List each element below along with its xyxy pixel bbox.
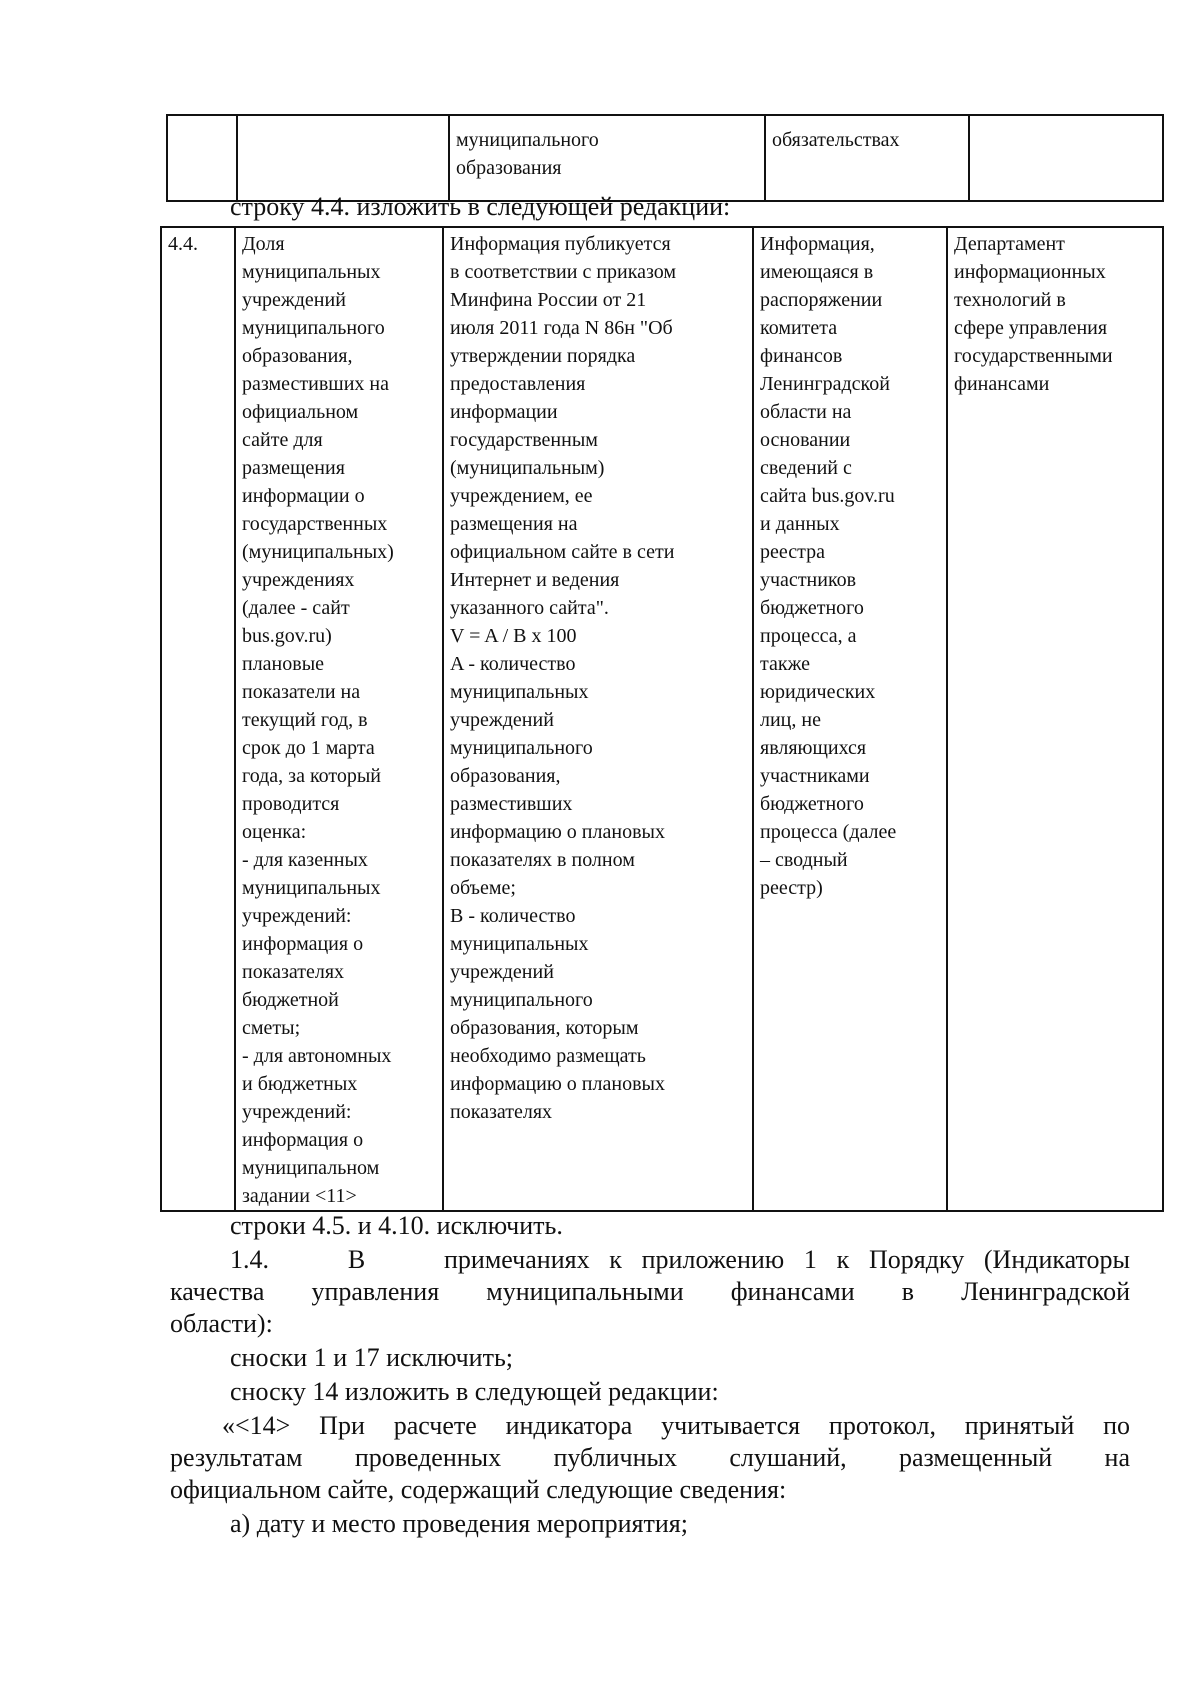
- cell-text-line: – сводный: [760, 849, 848, 871]
- cell-text-line: муниципальном: [242, 1157, 380, 1179]
- cell-text-line: государственных: [242, 513, 388, 535]
- cell-text-line: сведений с: [760, 457, 852, 479]
- cell-text-line: - для автономных: [242, 1045, 392, 1067]
- cell-text-line: муниципальных: [450, 933, 589, 955]
- table-cell-name: [237, 115, 449, 201]
- cell-text-line: бюджетного: [760, 793, 864, 815]
- cell-text-line: сайта bus.gov.ru: [760, 485, 895, 507]
- cell-text-line: образования,: [450, 765, 561, 787]
- cell-text-line: информацию о плановых: [450, 821, 665, 843]
- cell-text-line: сметы;: [242, 1017, 301, 1039]
- paragraph-notes-line1: 1.4. В примечаниях к приложению 1 к Порядку (Индикаторы: [230, 1245, 1130, 1274]
- cell-text-line: информация о: [242, 933, 364, 955]
- cell-text-line: показателях в полном: [450, 849, 635, 871]
- paragraph-footnote-14-intro: сноску 14 изложить в следующей редакции:: [230, 1377, 719, 1406]
- cell-text-line: образования, которым: [450, 1017, 639, 1039]
- cell-text-line: муниципального: [450, 989, 593, 1011]
- table-cell-number: [167, 115, 237, 201]
- cell-text-line: учреждений:: [242, 1101, 352, 1123]
- cell-text-line: - для казенных: [242, 849, 368, 871]
- cell-text-line: информации: [450, 401, 558, 423]
- cell-text-line: технологий в: [954, 289, 1066, 311]
- cell-text-line: обязательствах: [772, 129, 900, 151]
- cell-text-line: Информация публикуется: [450, 233, 671, 255]
- cell-text-line: основании: [760, 429, 851, 451]
- cell-text-line: необходимо размещать: [450, 1045, 646, 1067]
- cell-text-line: B - количество: [450, 905, 576, 927]
- table-continuation: [166, 114, 1164, 202]
- cell-text-line: показателях: [242, 961, 345, 983]
- cell-text-line: (муниципальных): [242, 541, 394, 563]
- cell-text-line: официальном: [242, 401, 359, 423]
- cell-text-line: Минфина России от 21: [450, 289, 647, 311]
- cell-text-line: Информация,: [760, 233, 875, 255]
- cell-text-line: V = A / B x 100: [450, 625, 577, 647]
- cell-text-line: муниципального: [456, 129, 599, 151]
- cell-text-line: сайте для: [242, 429, 323, 451]
- table-cell-number: 4.4.: [161, 227, 235, 1211]
- cell-text-line: объеме;: [450, 877, 516, 899]
- cell-text-line: имеющаяся в: [760, 261, 874, 283]
- cell-text-line: размещения: [242, 457, 345, 479]
- cell-text-line: в соответствии с приказом: [450, 261, 677, 283]
- cell-text-line: плановые: [242, 653, 325, 675]
- cell-text-line: учреждений: [450, 961, 554, 983]
- cell-text-line: муниципального: [450, 737, 593, 759]
- paragraph-footnote-14-line2: результатам проведенных публичных слушаний, размещенный на: [170, 1443, 1130, 1472]
- cell-text-line: Доля: [242, 233, 285, 255]
- cell-text-line: предоставления: [450, 373, 586, 395]
- cell-text-line: разместивших на: [242, 373, 389, 395]
- cell-text-line: государственными: [954, 345, 1113, 367]
- table-cell-indicator-name: [235, 227, 443, 1211]
- cell-text-line: области на: [760, 401, 852, 423]
- cell-text-line: (далее - сайт: [242, 597, 350, 619]
- cell-text-line: информации о: [242, 485, 365, 507]
- cell-text-line: бюджетной: [242, 989, 339, 1011]
- paragraph-item-a: а) дату и место проведения мероприятия;: [230, 1509, 688, 1538]
- table-cell-responsible: [969, 115, 1163, 201]
- cell-text-line: муниципальных: [450, 681, 589, 703]
- cell-text-line: bus.gov.ru): [242, 625, 332, 647]
- cell-text-line: юридических: [760, 681, 876, 703]
- table-row: [167, 115, 1163, 201]
- cell-text-line: Департамент: [954, 233, 1065, 255]
- cell-text-line: года, за который: [242, 765, 382, 787]
- cell-text-line: Ленинградской: [760, 373, 890, 395]
- cell-text-line: финансов: [760, 345, 843, 367]
- cell-text-line: реестра: [760, 541, 825, 563]
- cell-text-line: учреждением, ее: [450, 485, 593, 507]
- paragraph-footnotes-exclude: сноски 1 и 17 исключить;: [230, 1343, 514, 1372]
- amendment-caption: строку 4.4. изложить в следующей редакции:: [230, 192, 731, 221]
- table-row: [161, 227, 1163, 1211]
- cell-text-line: информационных: [954, 261, 1106, 283]
- paragraph-notes-line3: области):: [170, 1309, 273, 1338]
- cell-text-line: сфере управления: [954, 317, 1108, 339]
- cell-text-line: учреждений:: [242, 905, 352, 927]
- cell-text-line: (муниципальным): [450, 457, 605, 479]
- cell-text-line: оценка:: [242, 821, 307, 843]
- cell-text-line: информацию о плановых: [450, 1073, 665, 1095]
- cell-text-line: A - количество: [450, 653, 576, 675]
- cell-text-line: комитета: [760, 317, 838, 339]
- cell-text-line: разместивших: [450, 793, 573, 815]
- table-cell-data-source: [753, 227, 947, 1211]
- cell-text-line: учреждений: [450, 709, 554, 731]
- cell-text-line: бюджетного: [760, 597, 864, 619]
- cell-text-line: указанного сайта".: [450, 597, 609, 619]
- cell-text-line: срок до 1 марта: [242, 737, 375, 759]
- paragraph-exclude-rows: строки 4.5. и 4.10. исключить.: [230, 1211, 563, 1240]
- cell-text-line: участников: [760, 569, 857, 591]
- cell-text-line: участниками: [760, 765, 870, 787]
- cell-text-line: распоряжении: [760, 289, 883, 311]
- cell-text-line: проводится: [242, 793, 340, 815]
- cell-text-line: финансами: [954, 373, 1050, 395]
- cell-text-line: утверждении порядка: [450, 345, 636, 367]
- cell-text-line: и данных: [760, 513, 840, 535]
- table-cell-source: [765, 115, 969, 201]
- paragraph-footnote-14-line1: «<14> При расчете индикатора учитывается протокол, принятый по: [222, 1411, 1130, 1440]
- cell-text-line: официальном сайте в сети: [450, 541, 675, 563]
- cell-text-line: информация о: [242, 1129, 364, 1151]
- paragraph-notes-line2: качества управления муниципальными финансами в Ленинградской: [170, 1277, 1130, 1306]
- table-cell-responsible: [947, 227, 1163, 1211]
- cell-text-line: задании <11>: [242, 1185, 357, 1207]
- cell-text-line: Интернет и ведения: [450, 569, 620, 591]
- table-cell-formula: [449, 115, 765, 201]
- cell-text-line: муниципальных: [242, 261, 381, 283]
- cell-text-line: государственным: [450, 429, 598, 451]
- cell-text-line: также: [760, 653, 811, 675]
- cell-text-line: текущий год, в: [242, 709, 368, 731]
- cell-text-line: процесса, а: [760, 625, 857, 647]
- cell-text-line: июля 2011 года N 86н "Об: [450, 317, 673, 339]
- cell-text-line: показателях: [450, 1101, 553, 1123]
- cell-text-line: реестр): [760, 877, 823, 899]
- cell-text-line: размещения на: [450, 513, 578, 535]
- cell-text-line: лиц, не: [760, 709, 821, 731]
- cell-text-line: являющихся: [760, 737, 867, 759]
- cell-text-line: муниципальных: [242, 877, 381, 899]
- cell-text-line: процесса (далее: [760, 821, 897, 843]
- cell-text-line: и бюджетных: [242, 1073, 358, 1095]
- paragraph-footnote-14-line3: официальном сайте, содержащий следующие сведения:: [170, 1475, 787, 1504]
- cell-text-line: образования: [456, 157, 562, 179]
- cell-text-line: муниципального: [242, 317, 385, 339]
- cell-text-line: показатели на: [242, 681, 361, 703]
- indicator-table: [160, 226, 1164, 1212]
- table-cell-calculation: [443, 227, 753, 1211]
- cell-text-line: образования,: [242, 345, 353, 367]
- cell-text-line: учреждений: [242, 289, 346, 311]
- cell-text-line: учреждениях: [242, 569, 355, 591]
